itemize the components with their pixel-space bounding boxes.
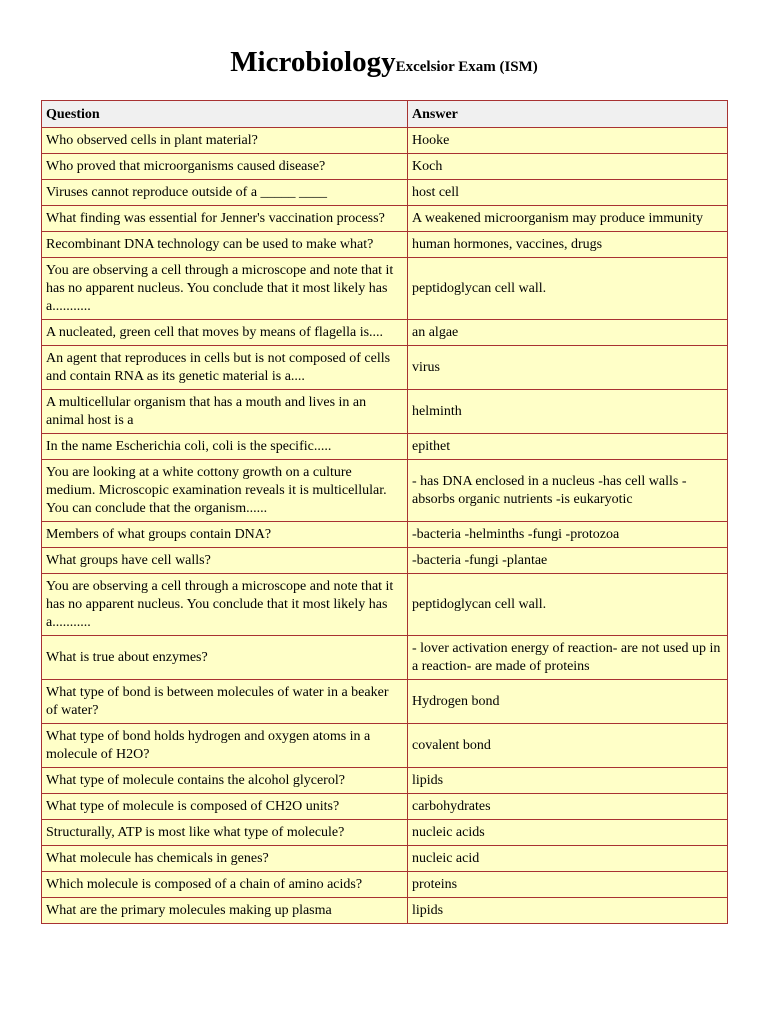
answer-cell: Koch: [408, 154, 728, 180]
answer-cell: Hydrogen bond: [408, 680, 728, 724]
question-cell: [42, 820, 408, 846]
table-row: [42, 846, 728, 872]
question-cell: [42, 232, 408, 258]
table-body: [42, 128, 728, 924]
question-text: Structurally, ATP is most like what type of molecule?: [46, 825, 345, 840]
question-cell: [42, 346, 408, 390]
answer-cell: lipids: [408, 898, 728, 924]
question-text: In the name Escherichia coli, coli is the specific.....: [46, 439, 332, 454]
question-cell: [42, 180, 408, 206]
answer-cell: carbohydrates: [408, 794, 728, 820]
answer-cell: nucleic acids: [408, 820, 728, 846]
table-row: [42, 390, 728, 434]
question-cell: [42, 434, 408, 460]
question-text: What type of bond is between molecules of water in a beaker of water?: [46, 685, 389, 718]
answer-cell: host cell: [408, 180, 728, 206]
title-subtitle: Excelsior Exam (ISM): [395, 59, 538, 75]
answer-cell: - lover activation energy of reaction- are not used up in a reaction- are made of proteins: [408, 636, 728, 680]
question-text: What groups have cell walls?: [46, 553, 211, 568]
table-row: [42, 434, 728, 460]
question-cell: [42, 390, 408, 434]
table-row: [42, 460, 728, 522]
question-cell: [42, 460, 408, 522]
table-row: [42, 128, 728, 154]
table-row: [42, 872, 728, 898]
answer-cell: human hormones, vaccines, drugs: [408, 232, 728, 258]
question-text: You are observing a cell through a microscope and note that it has no apparent nucleus. You conclude that it most likely has a...........: [46, 579, 394, 630]
question-text: What is true about enzymes?: [46, 650, 208, 665]
question-text: A multicellular organism that has a mouth and lives in an animal host is a: [46, 395, 367, 428]
question-cell: [42, 898, 408, 924]
table-row: [42, 636, 728, 680]
question-cell: [42, 794, 408, 820]
question-text: You are observing a cell through a microscope and note that it has no apparent nucleus. You conclude that it most likely has a...........: [46, 263, 394, 314]
answer-cell: epithet: [408, 434, 728, 460]
question-text: Members of what groups contain DNA?: [46, 527, 272, 542]
table-header-row: [42, 101, 728, 128]
question-text: Which molecule is composed of a chain of amino acids?: [46, 877, 363, 892]
question-text: Who proved that microorganisms caused disease?: [46, 159, 326, 174]
question-text: What type of bond holds hydrogen and oxygen atoms in a molecule of H2O?: [46, 729, 371, 762]
question-cell: [42, 522, 408, 548]
table-row: [42, 548, 728, 574]
question-cell: [42, 548, 408, 574]
question-cell: [42, 206, 408, 232]
answer-cell: - has DNA enclosed in a nucleus -has cell walls -absorbs organic nutrients -is eukaryotic: [408, 460, 728, 522]
table-row: [42, 258, 728, 320]
question-cell: [42, 154, 408, 180]
table-row: [42, 724, 728, 768]
table-row: [42, 574, 728, 636]
answer-cell: -bacteria -fungi -plantae: [408, 548, 728, 574]
question-text: You are looking at a white cottony growth on a culture medium. Microscopic examination reveals it is multicellular. You can conclude that the organism......: [46, 465, 387, 516]
answer-cell: Hooke: [408, 128, 728, 154]
title-main: Microbiology: [230, 46, 396, 78]
column-header-question: Question: [42, 101, 408, 128]
question-cell: [42, 320, 408, 346]
question-text: Viruses cannot reproduce outside of a _____ ____: [46, 185, 328, 200]
question-cell: [42, 724, 408, 768]
question-text: Who observed cells in plant material?: [46, 133, 258, 148]
page-title: [0, 46, 768, 79]
table-row: [42, 320, 728, 346]
question-cell: [42, 846, 408, 872]
question-cell: [42, 636, 408, 680]
table-row: [42, 232, 728, 258]
answer-cell: virus: [408, 346, 728, 390]
answer-cell: peptidoglycan cell wall.: [408, 574, 728, 636]
table-row: [42, 898, 728, 924]
question-cell: [42, 768, 408, 794]
table-row: [42, 680, 728, 724]
qa-table: [41, 100, 728, 924]
table-row: [42, 206, 728, 232]
answer-cell: proteins: [408, 872, 728, 898]
column-header-answer: Answer: [408, 101, 728, 128]
answer-cell: helminth: [408, 390, 728, 434]
answer-cell: an algae: [408, 320, 728, 346]
question-cell: [42, 574, 408, 636]
answer-cell: peptidoglycan cell wall.: [408, 258, 728, 320]
question-text: What finding was essential for Jenner's vaccination process?: [46, 211, 385, 226]
table-row: [42, 346, 728, 390]
answer-cell: -bacteria -helminths -fungi -protozoa: [408, 522, 728, 548]
question-text: What type of molecule contains the alcohol glycerol?: [46, 773, 345, 788]
question-text: A nucleated, green cell that moves by means of flagella is....: [46, 325, 384, 340]
question-text: What are the primary molecules making up plasma: [46, 903, 332, 918]
question-cell: [42, 872, 408, 898]
question-text: An agent that reproduces in cells but is not composed of cells and contain RNA as its genetic material is a....: [46, 351, 391, 384]
table-row: [42, 794, 728, 820]
answer-cell: A weakened microorganism may produce immunity: [408, 206, 728, 232]
question-text: Recombinant DNA technology can be used to make what?: [46, 237, 374, 252]
answer-cell: lipids: [408, 768, 728, 794]
table-row: [42, 768, 728, 794]
question-cell: [42, 258, 408, 320]
question-cell: [42, 128, 408, 154]
table-row: [42, 154, 728, 180]
question-text: What molecule has chemicals in genes?: [46, 851, 269, 866]
answer-cell: nucleic acid: [408, 846, 728, 872]
table-row: [42, 180, 728, 206]
answer-cell: covalent bond: [408, 724, 728, 768]
question-text: What type of molecule is composed of CH2O units?: [46, 799, 340, 814]
table-row: [42, 522, 728, 548]
question-cell: [42, 680, 408, 724]
table-row: [42, 820, 728, 846]
